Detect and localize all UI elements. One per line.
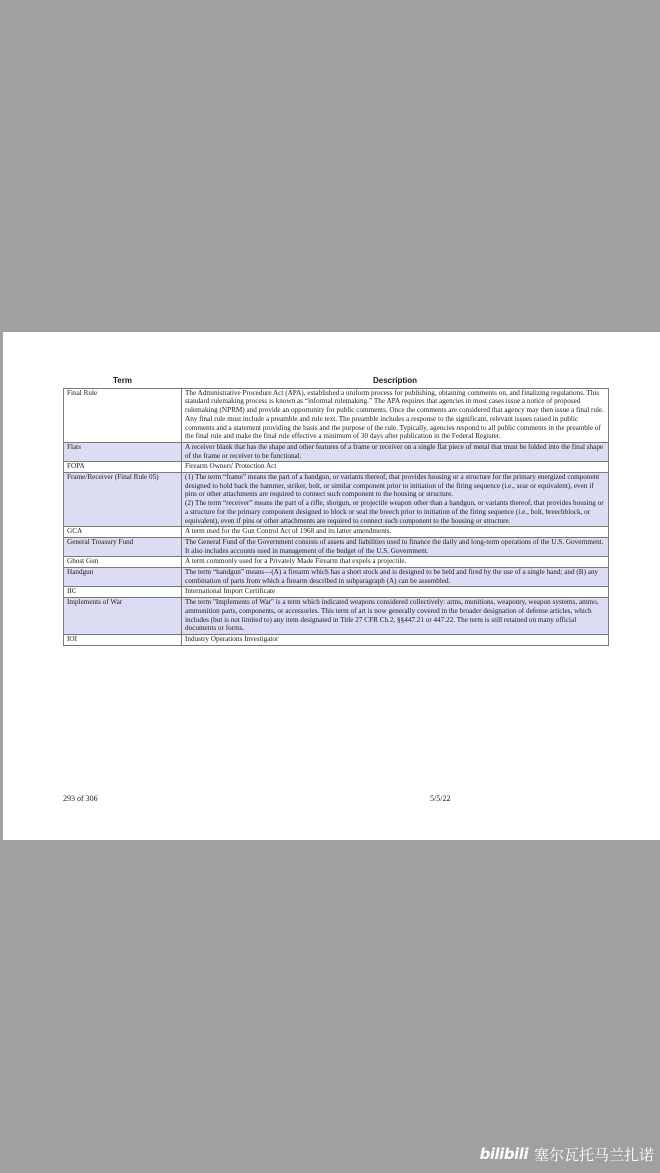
description-paragraph: The term “handgun” means—(A) a firearm which has a short stock and is designed to be held and fired by the use of a single hand; and (B) any combination of parts from which a firearm described in subparagraph (A) can be assembled.: [185, 568, 599, 585]
page-number: 293 of 306: [63, 794, 98, 803]
description-paragraph: (1) The term “frame” means the part of a handgun, or variants thereof, that provides housing or a structure for the primary energized component designed to hold back the hammer, striker, bolt, or similar component prior to initiation of the firing sequence (i.e., sear or equivalent), even if pins or other attachments are required to connect such component to the housing or structure.: [185, 473, 600, 499]
description-cell: [182, 587, 609, 598]
document-date: 5/5/22: [430, 794, 451, 803]
table-header-row: [64, 377, 609, 388]
header-term: Term: [113, 376, 132, 385]
description-paragraph: A term commonly used for a Privately Made Firearm that expels a projectile.: [185, 557, 407, 566]
bilibili-logo: bilibili: [479, 1145, 528, 1163]
table-row: [64, 598, 609, 635]
glossary-body: [64, 388, 609, 645]
description-cell: [182, 527, 609, 538]
table-row: [64, 587, 609, 598]
table-row: [64, 568, 609, 587]
table-row: [64, 473, 609, 527]
description-cell: [182, 557, 609, 568]
description-cell: [182, 568, 609, 587]
term-cell: IIC: [64, 587, 182, 598]
term-cell: Frame/Receiver (Final Rule 05): [64, 473, 182, 527]
term-cell: GCA: [64, 527, 182, 538]
description-cell: [182, 462, 609, 473]
description-paragraph: Industry Operations Investigator: [185, 634, 279, 643]
table-row: [64, 462, 609, 473]
term-cell: Handgun: [64, 568, 182, 587]
table-row: [64, 557, 609, 568]
glossary-table: [63, 377, 609, 646]
table-row: [64, 634, 609, 645]
table-row: [64, 527, 609, 538]
document-page: [3, 332, 660, 840]
table-row: [64, 537, 609, 556]
description-paragraph: The term "Implements of War" is a term which indicated weapons considered collectively: arms, munitions, weaponry, weapon systems, ammo, ammunition parts, components, or accessories. This term of art is now generally covered in the broader designation of defense articles, which includes (but is not limited to) any item designated in Title 27 CFR Ch.2, §§447.21 or 447.22. The term is still retained on many official documents or forms.: [185, 598, 599, 633]
description-paragraph: A receiver blank that has the shape and other features of a frame or receiver on a single flat piece of metal that must be folded into the final shape of the frame or receiver to be functional.: [185, 442, 604, 460]
term-cell: Implements of War: [64, 598, 182, 635]
description-paragraph: The General Fund of the Government consists of assets and liabilities used to finance the daily and long-term operations of the U.S. Government. It also includes accounts used in management of the budget of the U.S. Government.: [185, 537, 604, 555]
term-cell: Ghost Gun: [64, 557, 182, 568]
description-paragraph: International Import Certificate: [185, 587, 276, 596]
table-row: [64, 388, 609, 442]
description-paragraph: A term used for the Gun Control Act of 1968 and its latter amendments.: [185, 527, 392, 536]
description-cell: [182, 537, 609, 556]
description-cell: [182, 442, 609, 461]
term-cell: General Treasury Fund: [64, 537, 182, 556]
watermark: [480, 1139, 654, 1169]
description-cell: [182, 388, 609, 442]
description-paragraph: Firearm Owners' Protection Act: [185, 462, 277, 471]
term-cell: IOI: [64, 634, 182, 645]
header-description: Description: [372, 376, 417, 385]
description-paragraph: The Administrative Procedure Act (APA), established a uniform process for publishing, obtaining comments on, and finalizing regulations. This standard rulemaking process is known as “informal rulemaking.” The APA requires that agencies in most cases issue a notice of proposed rulemaking (NPRM) and provide an opportunity for public comments. Once the comments are considered that agency may then issue a final rule. Any final rule must include a preamble and rule text. The preamble includes a response to the significant, relevant issues raised in public comments and a statement providing the basis and the purpose of the rule. Typically, agencies respond to all public comments in the preamble of the final rule and make the final rule effective a minimum of 30 days after publication in the Federal Register.: [185, 388, 604, 441]
description-cell: [182, 598, 609, 635]
description-cell: [182, 473, 609, 527]
term-cell: Flats: [64, 442, 182, 461]
term-cell: Final Rule: [64, 388, 182, 442]
table-row: [64, 442, 609, 461]
watermark-channel: 塞尔瓦托马兰扎诺: [533, 1145, 654, 1164]
description-paragraph: (2) The term “receiver” means the part of a rifle, shotgun, or projectile weapon other than a handgun, or variants thereof, that provides housing or a structure for the primary component designed to block or seal the breech prior to initiation of the firing sequence (i.e., bolt, breechblock, or equivalent), even if pins or other attachments are required to connect such component to the housing or structure.: [185, 499, 604, 525]
description-cell: [182, 634, 609, 645]
term-cell: FOPA: [64, 462, 182, 473]
